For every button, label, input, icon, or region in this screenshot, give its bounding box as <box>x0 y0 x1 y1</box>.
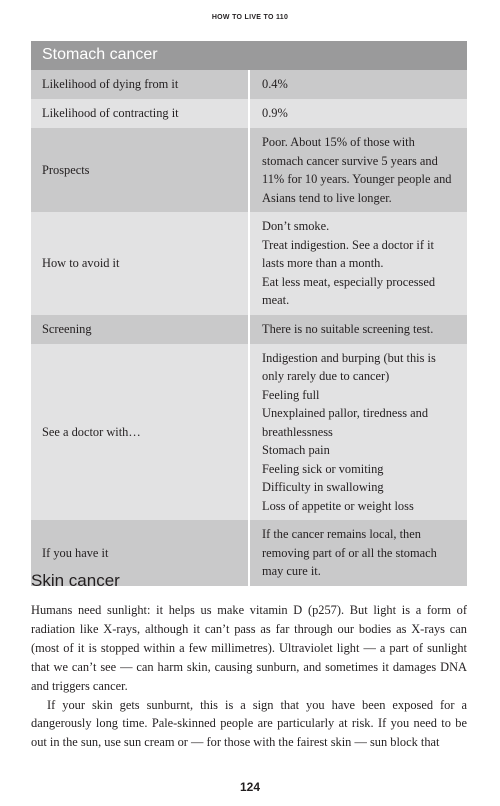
value-line: If the cancer remains local, then removing part of or all the stomach may cure it. <box>262 527 437 578</box>
table-row-how-to-avoid <box>31 212 467 315</box>
table-row-screening <box>31 315 467 344</box>
value-line: Loss of appetite or weight loss <box>262 498 414 513</box>
value-line: There is no suitable screening test. <box>262 321 434 336</box>
value-line: Don’t smoke. <box>262 219 330 233</box>
value-line: Feeling full <box>262 387 320 402</box>
value-line: Treat indigestion. See a doctor if it lasts more than a month. <box>262 237 434 270</box>
value-line: Eat less meat, especially processed meat. <box>262 274 436 307</box>
row-label: See a doctor with… <box>31 344 249 521</box>
row-label: If you have it <box>31 520 249 586</box>
row-value <box>249 70 467 99</box>
row-value <box>249 128 467 212</box>
value-line: Difficulty in swallowing <box>262 480 384 494</box>
row-value <box>249 344 467 521</box>
row-label: Likelihood of contracting it <box>31 99 249 128</box>
body-text <box>31 601 467 752</box>
value-line: 0.9% <box>262 106 288 121</box>
running-head: HOW TO LIVE TO 110 <box>211 14 289 21</box>
value-line: Stomach pain <box>262 443 330 457</box>
row-value <box>249 99 467 128</box>
table-row-prospects <box>31 128 467 212</box>
section-heading: Skin cancer <box>31 571 120 590</box>
table-title: Stomach cancer <box>31 41 467 70</box>
row-label: Screening <box>31 315 249 344</box>
paragraph: Humans need sunlight: it helps us make vitamin D (p257). But light is a form of radiation like X-rays, although it can’t pass as far through our bodies as X-rays can (most of it is stopped within a few millimetres). Ultraviolet light — a part of sunlight that we can’t see — can harm skin, causing sunburn, and sometimes it damages DNA and triggers cancer. <box>31 603 467 693</box>
row-value <box>249 520 467 586</box>
table-row-dying-likelihood <box>31 70 467 99</box>
stomach-cancer-table <box>31 41 467 586</box>
value-line: Poor. About 15% of those with stomach cancer survive 5 years and 11% for 10 years. Younger people and Asians tend to live longer. <box>262 135 452 205</box>
row-label: How to avoid it <box>31 212 249 315</box>
row-value <box>249 212 467 315</box>
table-row-contracting-likelihood <box>31 99 467 128</box>
table-row-see-doctor <box>31 344 467 521</box>
paragraph: If your skin gets sunburnt, this is a sign that you have been exposed for a dangerously long time. Pale-skinned people are particularly at risk. If you need to be out in the sun, use sun cream or — for those with the fairest skin — sun block that <box>31 697 467 750</box>
value-line: 0.4% <box>262 77 288 92</box>
value-line: Indigestion and burping (but this is only rarely due to cancer) <box>262 350 436 383</box>
row-value <box>249 315 467 344</box>
row-label: Likelihood of dying from it <box>31 70 249 99</box>
page-number: 124 <box>239 780 261 794</box>
value-line: Unexplained pallor, tiredness and breathlessness <box>262 406 429 439</box>
row-label: Prospects <box>31 128 249 212</box>
value-line: Feeling sick or vomiting <box>262 461 384 476</box>
